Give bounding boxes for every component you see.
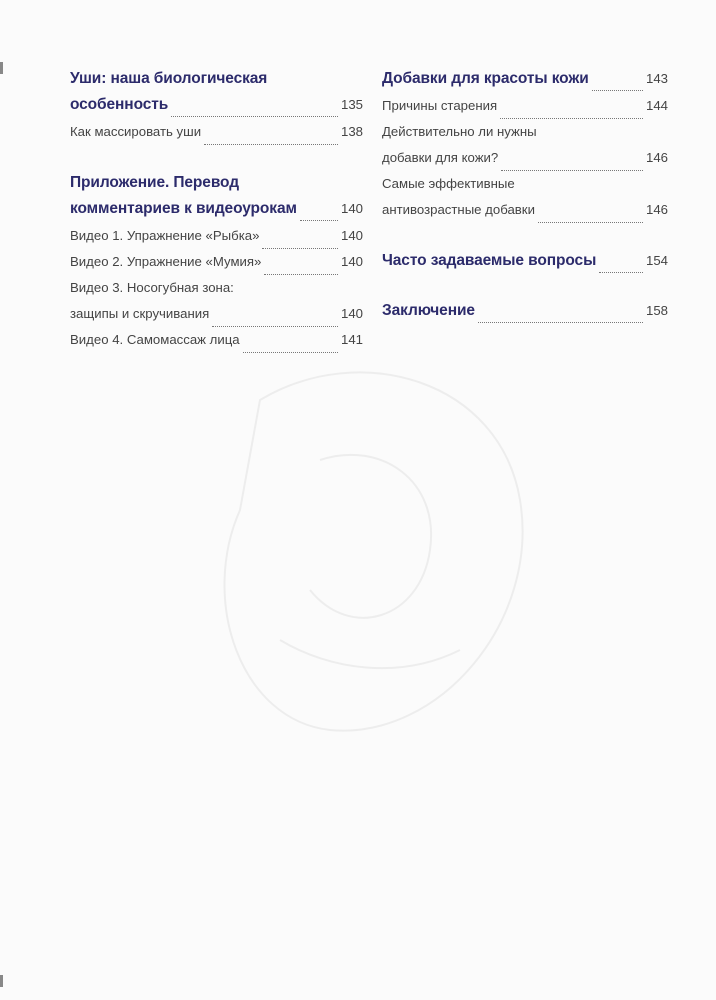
toc-section: [70, 70, 363, 150]
toc-heading-label: комментариев к видеоурокам: [70, 200, 297, 217]
toc-section: [70, 174, 363, 358]
leader-dots: [501, 170, 643, 171]
page-number: 141: [340, 332, 363, 347]
toc-entry[interactable]: [382, 176, 668, 202]
toc-heading[interactable]: [70, 70, 363, 96]
leader-dots: [538, 222, 643, 223]
toc-entry[interactable]: [70, 254, 363, 280]
toc-entry[interactable]: [70, 124, 363, 150]
leader-dots: [204, 144, 338, 145]
edge-mark-bottom: [0, 975, 3, 987]
toc-heading[interactable]: [70, 96, 363, 122]
leader-dots: [500, 118, 643, 119]
toc-entry[interactable]: [382, 150, 668, 176]
toc-entry[interactable]: [382, 124, 668, 150]
toc-heading-label: Добавки для красоты кожи: [382, 70, 589, 87]
page-number: 146: [645, 150, 668, 165]
toc-heading-label: особенность: [70, 96, 169, 113]
leader-dots: [478, 322, 643, 323]
toc-entry-label: антивозрастные добавки: [382, 202, 535, 217]
leader-dots: [243, 352, 338, 353]
toc-heading-label: Приложение. Перевод: [70, 174, 239, 191]
page-number: 138: [340, 124, 363, 139]
page-number: 146: [645, 202, 668, 217]
page-number: 154: [645, 253, 668, 268]
page-number: 140: [340, 306, 363, 321]
toc-heading[interactable]: [382, 302, 668, 328]
page-number: 143: [645, 71, 668, 86]
toc-entry-label: Видео 2. Упражнение «Мумия»: [70, 254, 262, 269]
leader-dots: [171, 116, 338, 117]
toc-entry-label: Видео 3. Носогубная зона:: [70, 280, 234, 295]
toc-entry-label: добавки для кожи?: [382, 150, 499, 165]
page-number: 158: [645, 303, 668, 318]
toc-entry-label: Причины старения: [382, 98, 498, 113]
toc-entry-label: Самые эффективные: [382, 176, 515, 191]
toc-heading[interactable]: [70, 174, 363, 200]
toc-section: [382, 302, 668, 328]
leader-dots: [599, 272, 643, 273]
leader-dots: [262, 248, 338, 249]
toc-entry[interactable]: [70, 280, 363, 306]
leader-dots: [264, 274, 338, 275]
toc-entry-label: защипы и скручивания: [70, 306, 210, 321]
page-number: 140: [340, 228, 363, 243]
leader-dots: [592, 90, 643, 91]
toc-entry[interactable]: [70, 228, 363, 254]
toc-heading-label: Уши: наша биологическая: [70, 70, 268, 87]
page-number: 140: [340, 254, 363, 269]
toc-right-column: [382, 70, 668, 352]
edge-mark-top: [0, 62, 3, 74]
toc-heading[interactable]: [382, 252, 668, 278]
toc-entry-label: Действительно ли нужны: [382, 124, 537, 139]
page-number: 140: [340, 201, 363, 216]
toc-heading-label: Часто задаваемые вопросы: [382, 252, 597, 269]
page-number: 144: [645, 98, 668, 113]
faded-illustration-background: [180, 340, 580, 760]
toc-left-column: [70, 70, 363, 382]
toc-entry-label: Видео 4. Самомассаж лица: [70, 332, 240, 347]
toc-entry[interactable]: [70, 306, 363, 332]
toc-heading-label: Заключение: [382, 302, 475, 319]
toc-entry[interactable]: [382, 98, 668, 124]
toc-section: [382, 70, 668, 228]
leader-dots: [300, 220, 338, 221]
leader-dots: [212, 326, 338, 327]
toc-heading[interactable]: [70, 200, 363, 226]
page-number: 135: [340, 97, 363, 112]
toc-entry[interactable]: [70, 332, 363, 358]
toc-section: [382, 252, 668, 278]
toc-entry-label: Видео 1. Упражнение «Рыбка»: [70, 228, 260, 243]
toc-heading[interactable]: [382, 70, 668, 96]
toc-entry-label: Как массировать уши: [70, 124, 202, 139]
toc-entry[interactable]: [382, 202, 668, 228]
